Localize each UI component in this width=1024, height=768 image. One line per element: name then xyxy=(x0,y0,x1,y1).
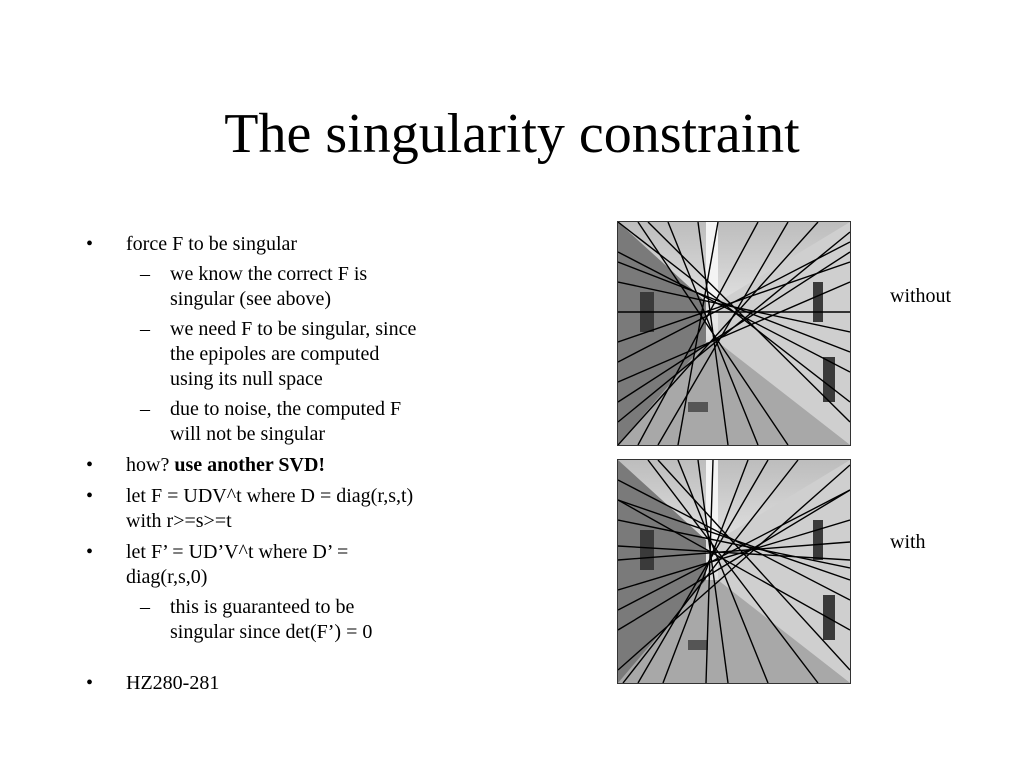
bullet-svd-decomposition xyxy=(86,484,516,534)
bullet-glyph: • xyxy=(86,541,94,563)
bullet-text: force F to be singular xyxy=(126,233,298,255)
bullet-line: let F = UDV^t where D = diag(r,s,t) xyxy=(126,485,414,507)
label-without: without xyxy=(890,285,952,307)
corridor-image-without-constraint xyxy=(617,221,851,446)
sub-bullet-line: the epipoles are computed xyxy=(170,343,380,365)
sub-bullet-line: singular (see above) xyxy=(170,288,332,310)
sub-bullet-line: singular since det(F’) = 0 xyxy=(170,621,373,643)
sub-bullet-line: using its null space xyxy=(170,368,323,390)
dash-glyph: – xyxy=(140,263,150,285)
bullet-line: with r>=s>=t xyxy=(126,510,232,532)
sub-bullet-epipoles xyxy=(86,317,516,392)
dash-glyph: – xyxy=(140,398,150,420)
sub-bullet-line: we know the correct F is xyxy=(170,263,368,285)
bullet-glyph: • xyxy=(86,454,94,476)
bullet-line: let F’ = UD’V^t where D’ = xyxy=(126,541,349,563)
bullet-line: diag(r,s,0) xyxy=(126,566,208,588)
bullet-f-prime xyxy=(86,540,516,590)
label-with: with xyxy=(890,531,926,553)
bullet-list xyxy=(86,226,516,696)
sub-bullet-line: will not be singular xyxy=(170,423,325,445)
sub-bullet-noise xyxy=(86,397,516,447)
corridor-image-with-constraint xyxy=(617,459,851,684)
bullet-force-singular xyxy=(86,232,516,257)
sub-bullet-correct-f xyxy=(86,262,516,312)
sub-bullet-line: we need F to be singular, since xyxy=(170,318,417,340)
sub-bullet-guaranteed xyxy=(86,595,516,645)
sub-bullet-line: due to noise, the computed F xyxy=(170,398,402,420)
bullet-how xyxy=(86,453,516,478)
bullet-glyph: • xyxy=(86,672,94,694)
sub-bullet-line: this is guaranteed to be xyxy=(170,596,355,618)
bullet-glyph: • xyxy=(86,485,94,507)
spacer xyxy=(86,645,516,665)
bullet-bold-text: use another SVD! xyxy=(174,454,326,476)
dash-glyph: – xyxy=(140,596,150,618)
bullet-text: HZ280-281 xyxy=(126,672,220,694)
corridor-epipolar-lines-without xyxy=(618,222,850,445)
slide-title: The singularity constraint xyxy=(224,103,800,165)
corridor-epipolar-lines-with xyxy=(618,460,850,683)
bullet-glyph: • xyxy=(86,233,94,255)
dash-glyph: – xyxy=(140,318,150,340)
bullet-text: how? xyxy=(126,454,175,476)
bullet-reference xyxy=(86,671,516,696)
